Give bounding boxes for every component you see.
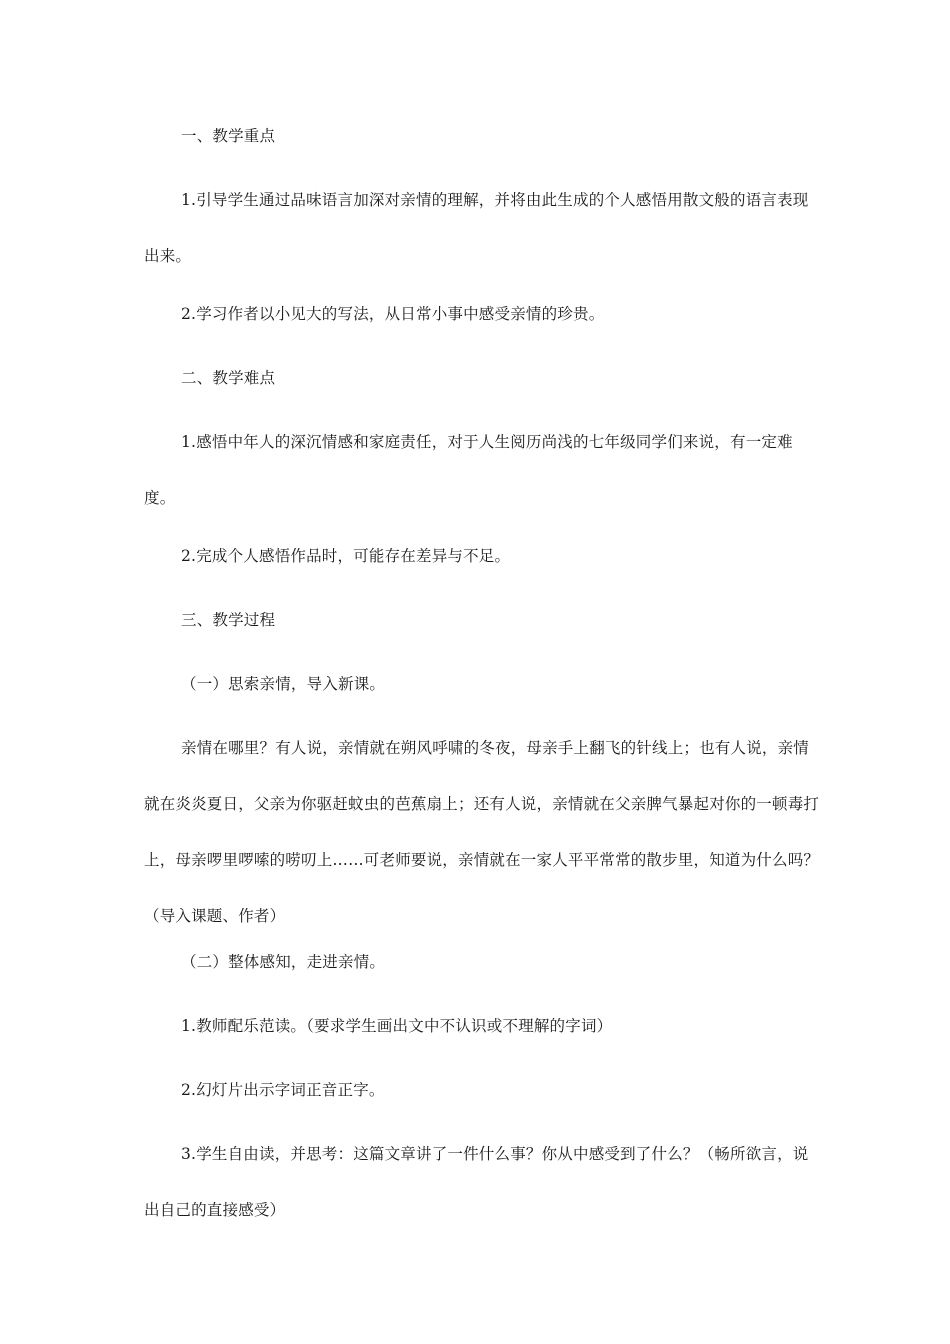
- paragraph-step-3: 3.学生自由读，并思考：这篇文章讲了一件什么事？你从中感受到了什么？（畅所欲言，说出自己的直接感受）: [144, 1145, 809, 1219]
- section-heading-process: 三、教学过程: [181, 611, 276, 629]
- paragraph-step-1: 1.教师配乐范读。（要求学生画出文中不认识或不理解的字词）: [181, 1017, 613, 1035]
- subheading-part-1: （一）思索亲情，导入新课。: [181, 675, 386, 693]
- section-heading-difficulties: 二、教学难点: [181, 369, 276, 387]
- paragraph-key-point-1: 1.引导学生通过品味语言加深对亲情的理解，并将由此生成的个人感悟用散文般的语言表现出来。: [144, 191, 809, 265]
- subheading-part-2: （二）整体感知，走进亲情。: [181, 953, 386, 971]
- paragraph-intro: 亲情在哪里？有人说，亲情就在朔风呼啸的冬夜，母亲手上翻飞的针线上；也有人说，亲情就在炎炎夏日，父亲为你驱赶蚊虫的芭蕉扇上；还有人说，亲情就在父亲脾气暴起对你的一顿毒打上，母亲啰里啰嗦的唠叨上……可老师要说，亲情就在一家人平平常常的散步里，知道为什么吗？（导入课题、作者）: [144, 739, 820, 925]
- paragraph-step-2: 2.幻灯片出示字词正音正字。: [181, 1081, 385, 1099]
- paragraph-key-point-2: 2.学习作者以小见大的写法，从日常小事中感受亲情的珍贵。: [181, 305, 605, 323]
- paragraph-difficulty-2: 2.完成个人感悟作品时，可能存在差异与不足。: [181, 547, 511, 565]
- section-heading-key-points: 一、教学重点: [181, 127, 276, 145]
- paragraph-difficulty-1: 1.感悟中年人的深沉情感和家庭责任，对于人生阅历尚浅的七年级同学们来说，有一定难度。: [144, 433, 793, 507]
